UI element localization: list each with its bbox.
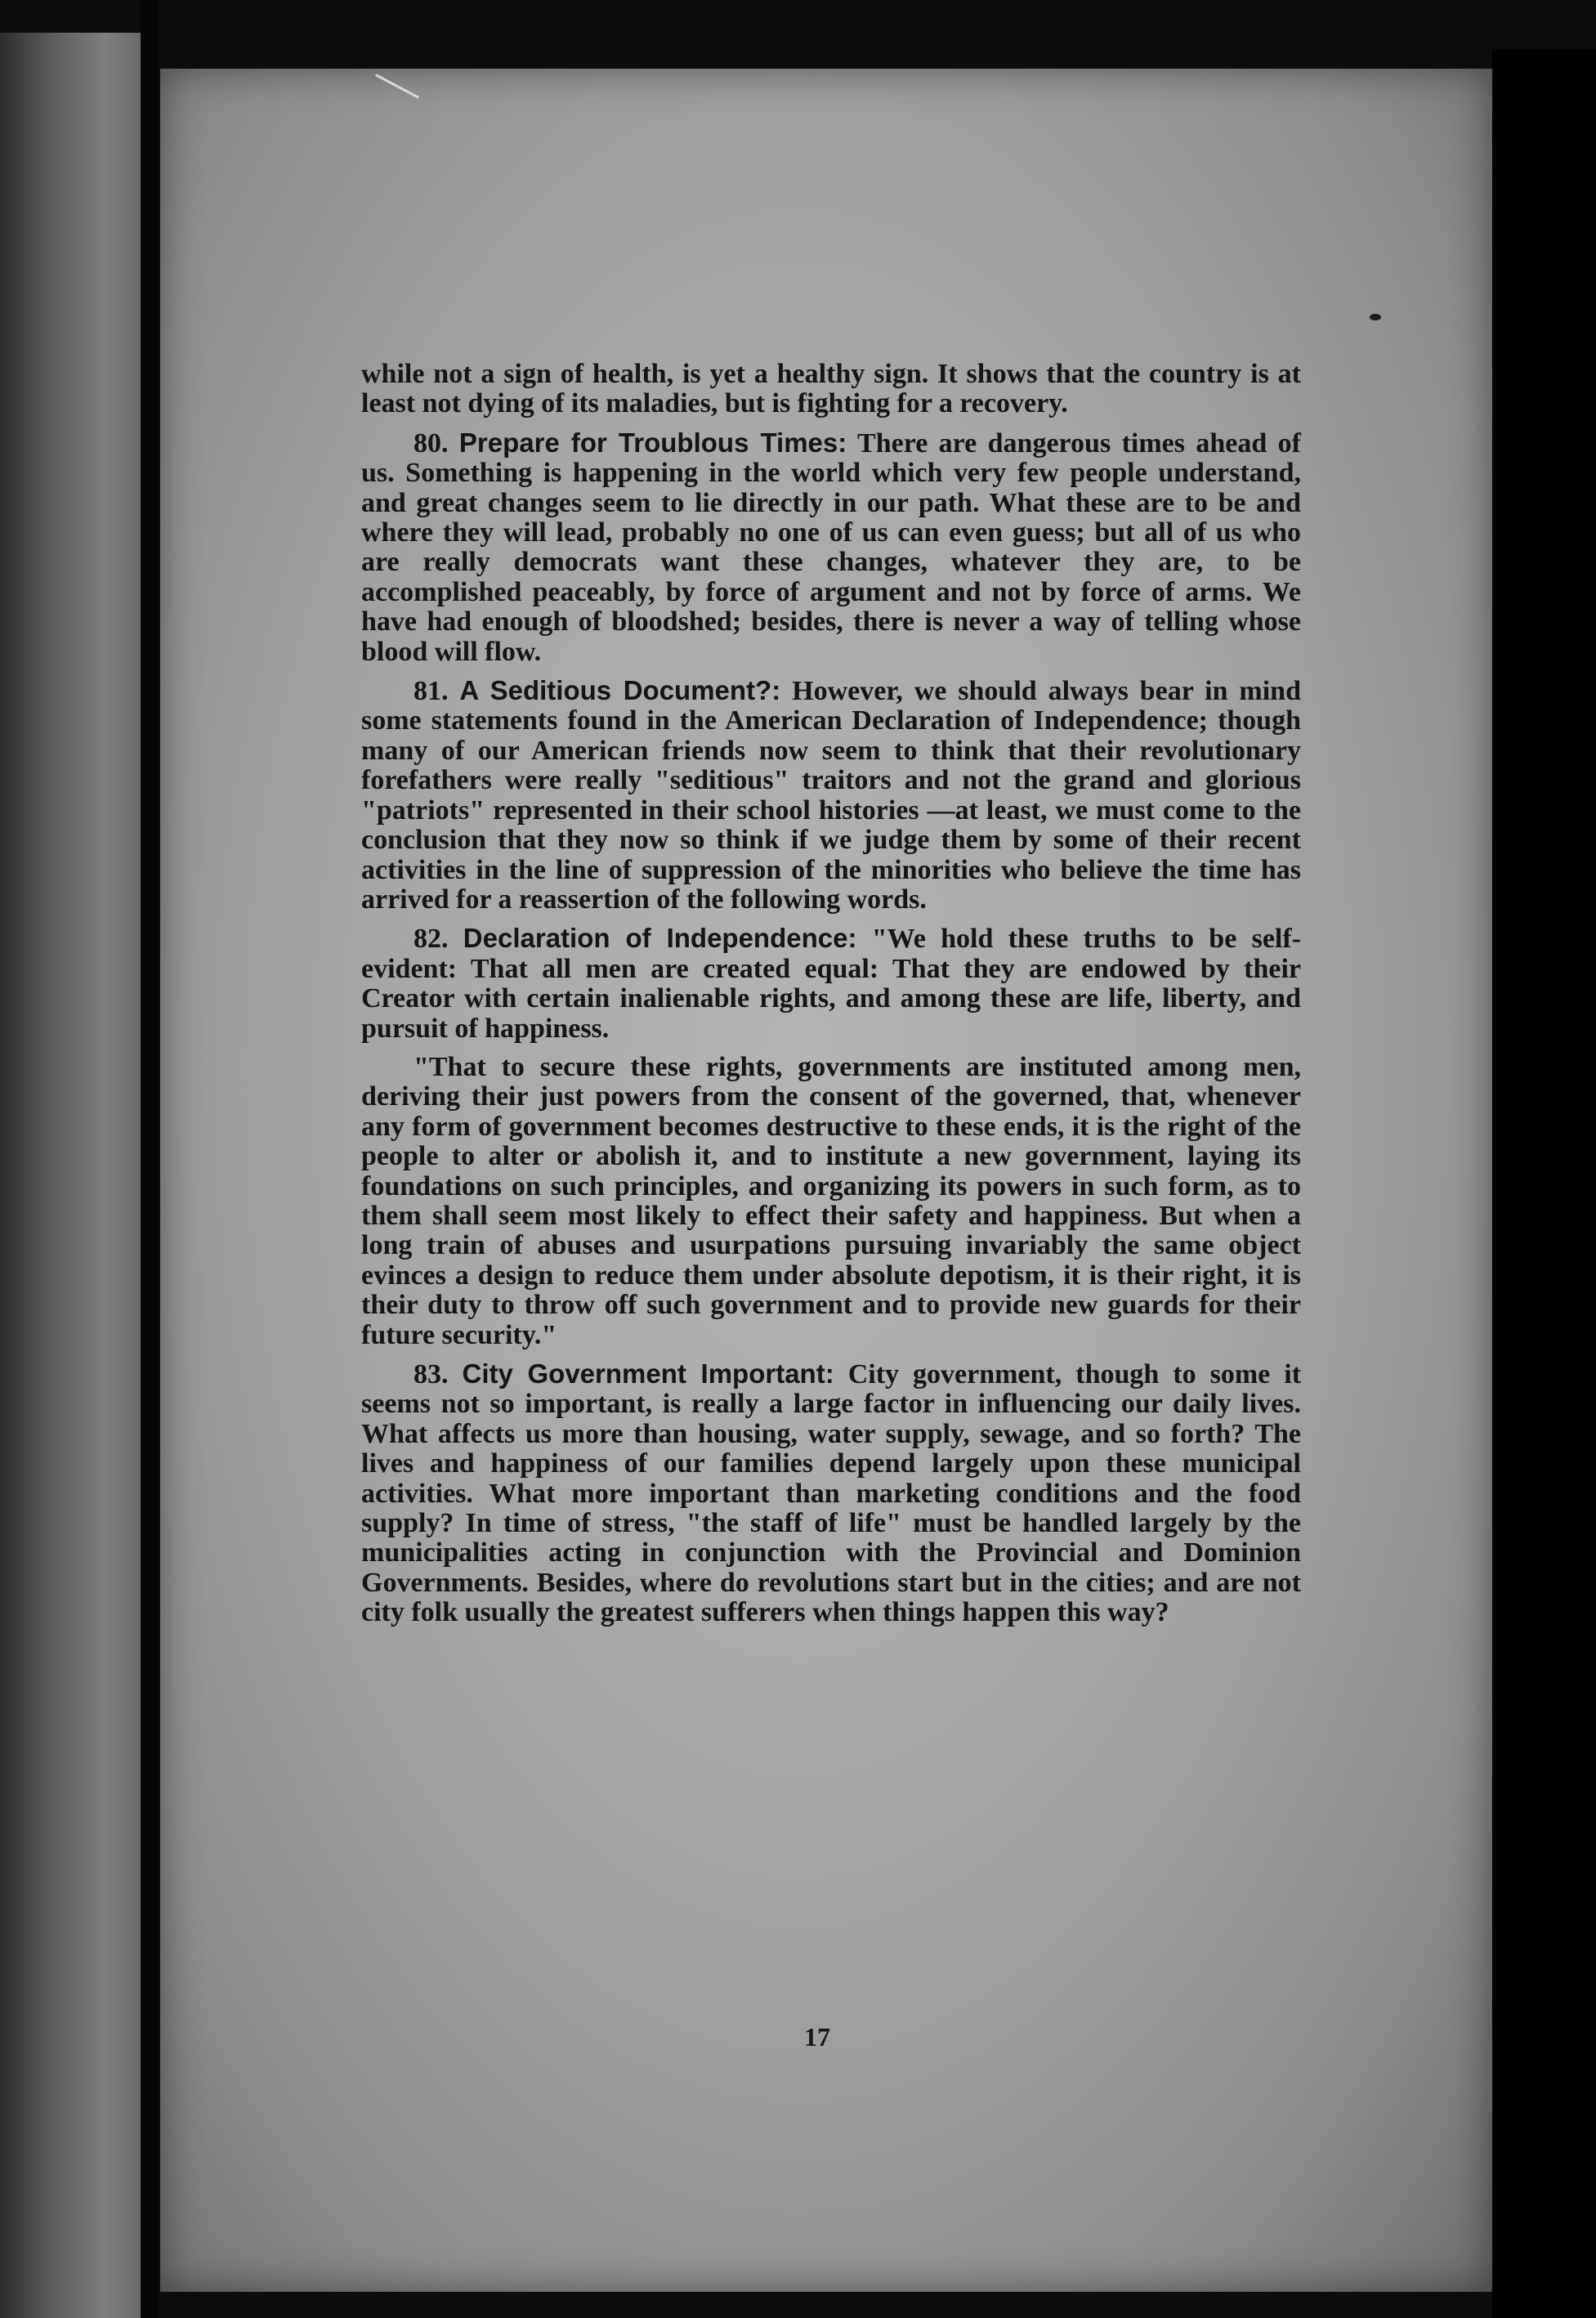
section-heading: Declaration of Independence: [463, 923, 857, 954]
adjacent-page-edge [0, 33, 141, 2318]
scan-border [1492, 49, 1596, 2318]
section-82 [361, 924, 1301, 1044]
paragraph-text: However, we should always bear in mind some statements found in the American Declaration of Independence; though many of our American friends now seem to think that their revolutionary forefathers were really "seditious" traitors and not the grand and glorious "patriots" represented in their school histories —at least, we must come to the conclusion that they now so think if we judge them by some of their recent activities in the line of suppression of the minorities who believe the time has arrived for a reassertion of the following words. [361, 676, 1302, 915]
ink-speck [1370, 314, 1381, 320]
page-number: 17 [804, 2022, 830, 2052]
section-heading: City Government Important: [462, 1358, 834, 1389]
section-83 [361, 1359, 1301, 1628]
paragraph-text: City government, though to some it seems not so important, is really a large factor in influencing our daily lives. What affects us more than housing, water supply, sewage, and so forth? The lives and happiness of our families depend largely upon these municipal activities. What more important than marketing conditions and the food supply? In time of stress, "the staff of life" must be handled largely by the municipalities acting in conjunction with the Provincial and Dominion Governments. Besides, where do revolutions start but in the cities; and are not city folk usually the greatest sufferers when things happen this way? [361, 1359, 1302, 1628]
paragraph-text: "That to secure these rights, governments are instituted among men, deriving their just powers from the consent of the governed, that, whenever any form of government becomes destructive to these ends, it is the right of the people to alter or abolish it, and to institute a new government, laying its foundations on such principles, and organizing its powers in such form, as to them shall seem most likely to effect their safety and happiness. But when a long train of abuses and usurpations pursuing invariably the same object evinces a design to reduce them under absolute depotism, it is their right, it is their duty to throw off such government and to provide new guards for their future security." [361, 1051, 1301, 1350]
section-heading: A Seditious Document?: [459, 675, 781, 706]
paragraph-text: "We hold these truths to be self-evident: That all men are created equal: That they are endowed by their Creator with certain inalienable rights, and among these are life, liberty, and pursuit of happiness. [361, 924, 1301, 1044]
section-81 [361, 676, 1301, 915]
scratch-mark [375, 74, 419, 99]
section-number: 82. [414, 924, 449, 955]
paragraph-continued [361, 360, 1301, 419]
section-number: 80. [414, 427, 449, 459]
binding-gutter [141, 0, 159, 2318]
quoted-paragraph [361, 1053, 1301, 1350]
paragraph-text: There are dangerous times ahead of us. Something is happening in the world which very few people understand, and great changes seem to lie directly in our path. What these are to be and where they will lead, probably no one of us can even guess; but all of us who are really democrats want these changes, whatever they are, to be accomplished peaceably, by force of argument and not by force of arms. We have had enough of bloodshed; besides, there is never a way of telling whose blood will flow. [361, 427, 1302, 667]
section-number: 81. [414, 676, 449, 707]
body-text [361, 360, 1301, 1637]
section-80 [361, 428, 1301, 667]
paragraph-text: while not a sign of health, is yet a healthy sign. It shows that the country is at least not dying of its maladies, but is fighting for a recovery. [361, 359, 1301, 419]
section-number: 83. [414, 1359, 449, 1389]
section-heading: Prepare for Troublous Times: [458, 427, 847, 458]
